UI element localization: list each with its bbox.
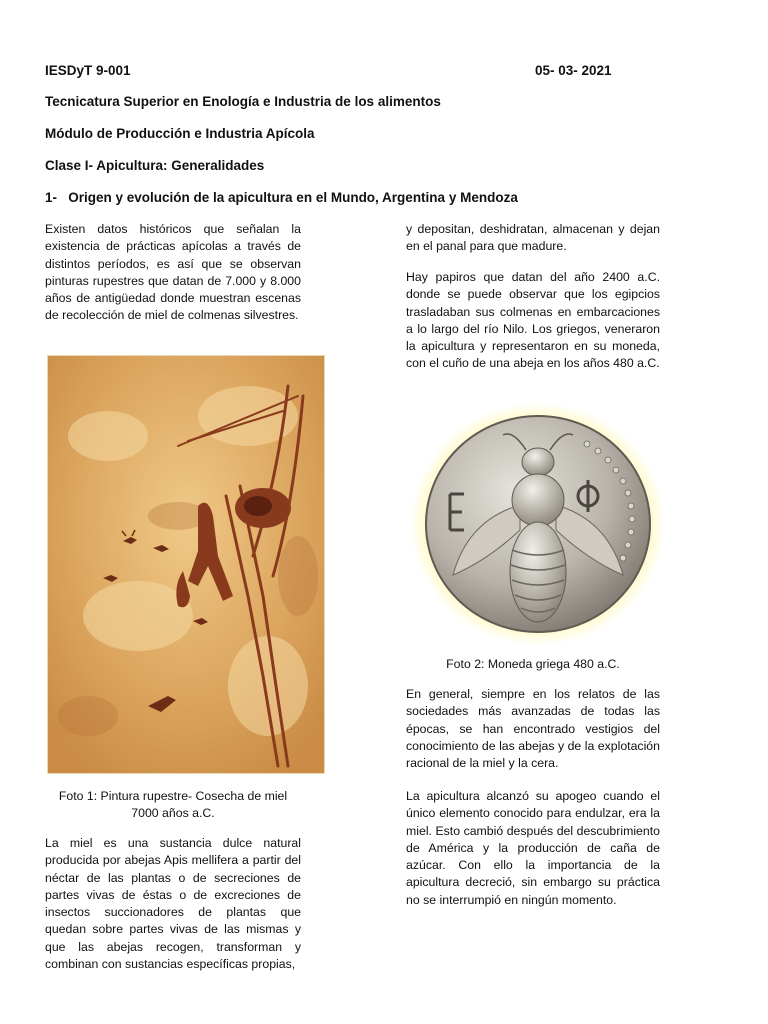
greek-coin-image: [408, 400, 668, 648]
continuation-paragraph: y depositan, deshidratan, almacenan y dejan en el panal para que madure.: [406, 222, 660, 254]
general-paragraph: En general, siempre en los relatos de las sociedades más avanzadas de todas las épocas, se han encontrado vestigios del conocimiento de las abejas y de la explotación racional de la miel y la cera.: [406, 687, 660, 771]
institution-code: IESDyT 9-001: [45, 63, 131, 78]
module-title: Módulo de Producción e Industria Apícola: [45, 126, 315, 141]
figure1-caption-line1: Foto 1: Pintura rupestre- Cosecha de miel: [58, 789, 288, 803]
document-date: 05- 03- 2021: [535, 63, 612, 78]
greek-bee-coin-icon: [408, 400, 668, 648]
cave-painting-image: [47, 355, 325, 774]
figure1-caption: [45, 788, 301, 823]
section-title: 1- Origen y evolución de la apicultura en el Mundo, Argentina y Mendoza: [45, 190, 518, 205]
cave-painting-honey-harvest-icon: [48, 356, 324, 773]
figure2-caption: Foto 2: Moneda griega 480 a.C.: [446, 657, 620, 671]
program-title: Tecnicatura Superior en Enología e Industria de los alimentos: [45, 94, 441, 109]
papyrus-paragraph: Hay papiros que datan del año 2400 a.C. donde se puede observar que los egipcios trasladaban sus colmenas en embarcaciones a lo largo del río Nilo. Los griegos, veneraron la apicultura y representaron en su moneda, con el cuño de una abeja en los años 480 a.C.: [406, 270, 660, 371]
apogee-paragraph: La apicultura alcanzó su apogeo cuando el único elemento conocido para endulzar, era la miel. Esto cambió después del descubrimiento de América y la producción de caña de azúcar. Con ello la importancia de la apicultura decreció, sin embargo su práctica no se interrumpió en ningún momento.: [406, 789, 660, 907]
honey-definition-paragraph: La miel es una sustancia dulce natural producida por abejas Apis mellifera a partir del néctar de las plantas o de secreciones de partes vivas de éstas o de excreciones de insectos succionadores de plantas que quedan sobre partes vivas de las mismas y que las abejas recogen, transforman y combinan con sustancias específicas propias,: [45, 836, 301, 972]
class-title: Clase I- Apicultura: Generalidades: [45, 158, 265, 173]
figure1-caption-line2: 7000 años a.C.: [131, 806, 215, 821]
intro-paragraph: Existen datos históricos que señalan la existencia de prácticas apícolas a través de distintos períodos, es así que se observan pinturas rupestres que datan de 7.000 y 8.000 años de antigüedad donde muestran escenas de recolección de miel de colmenas silvestres.: [45, 222, 301, 323]
